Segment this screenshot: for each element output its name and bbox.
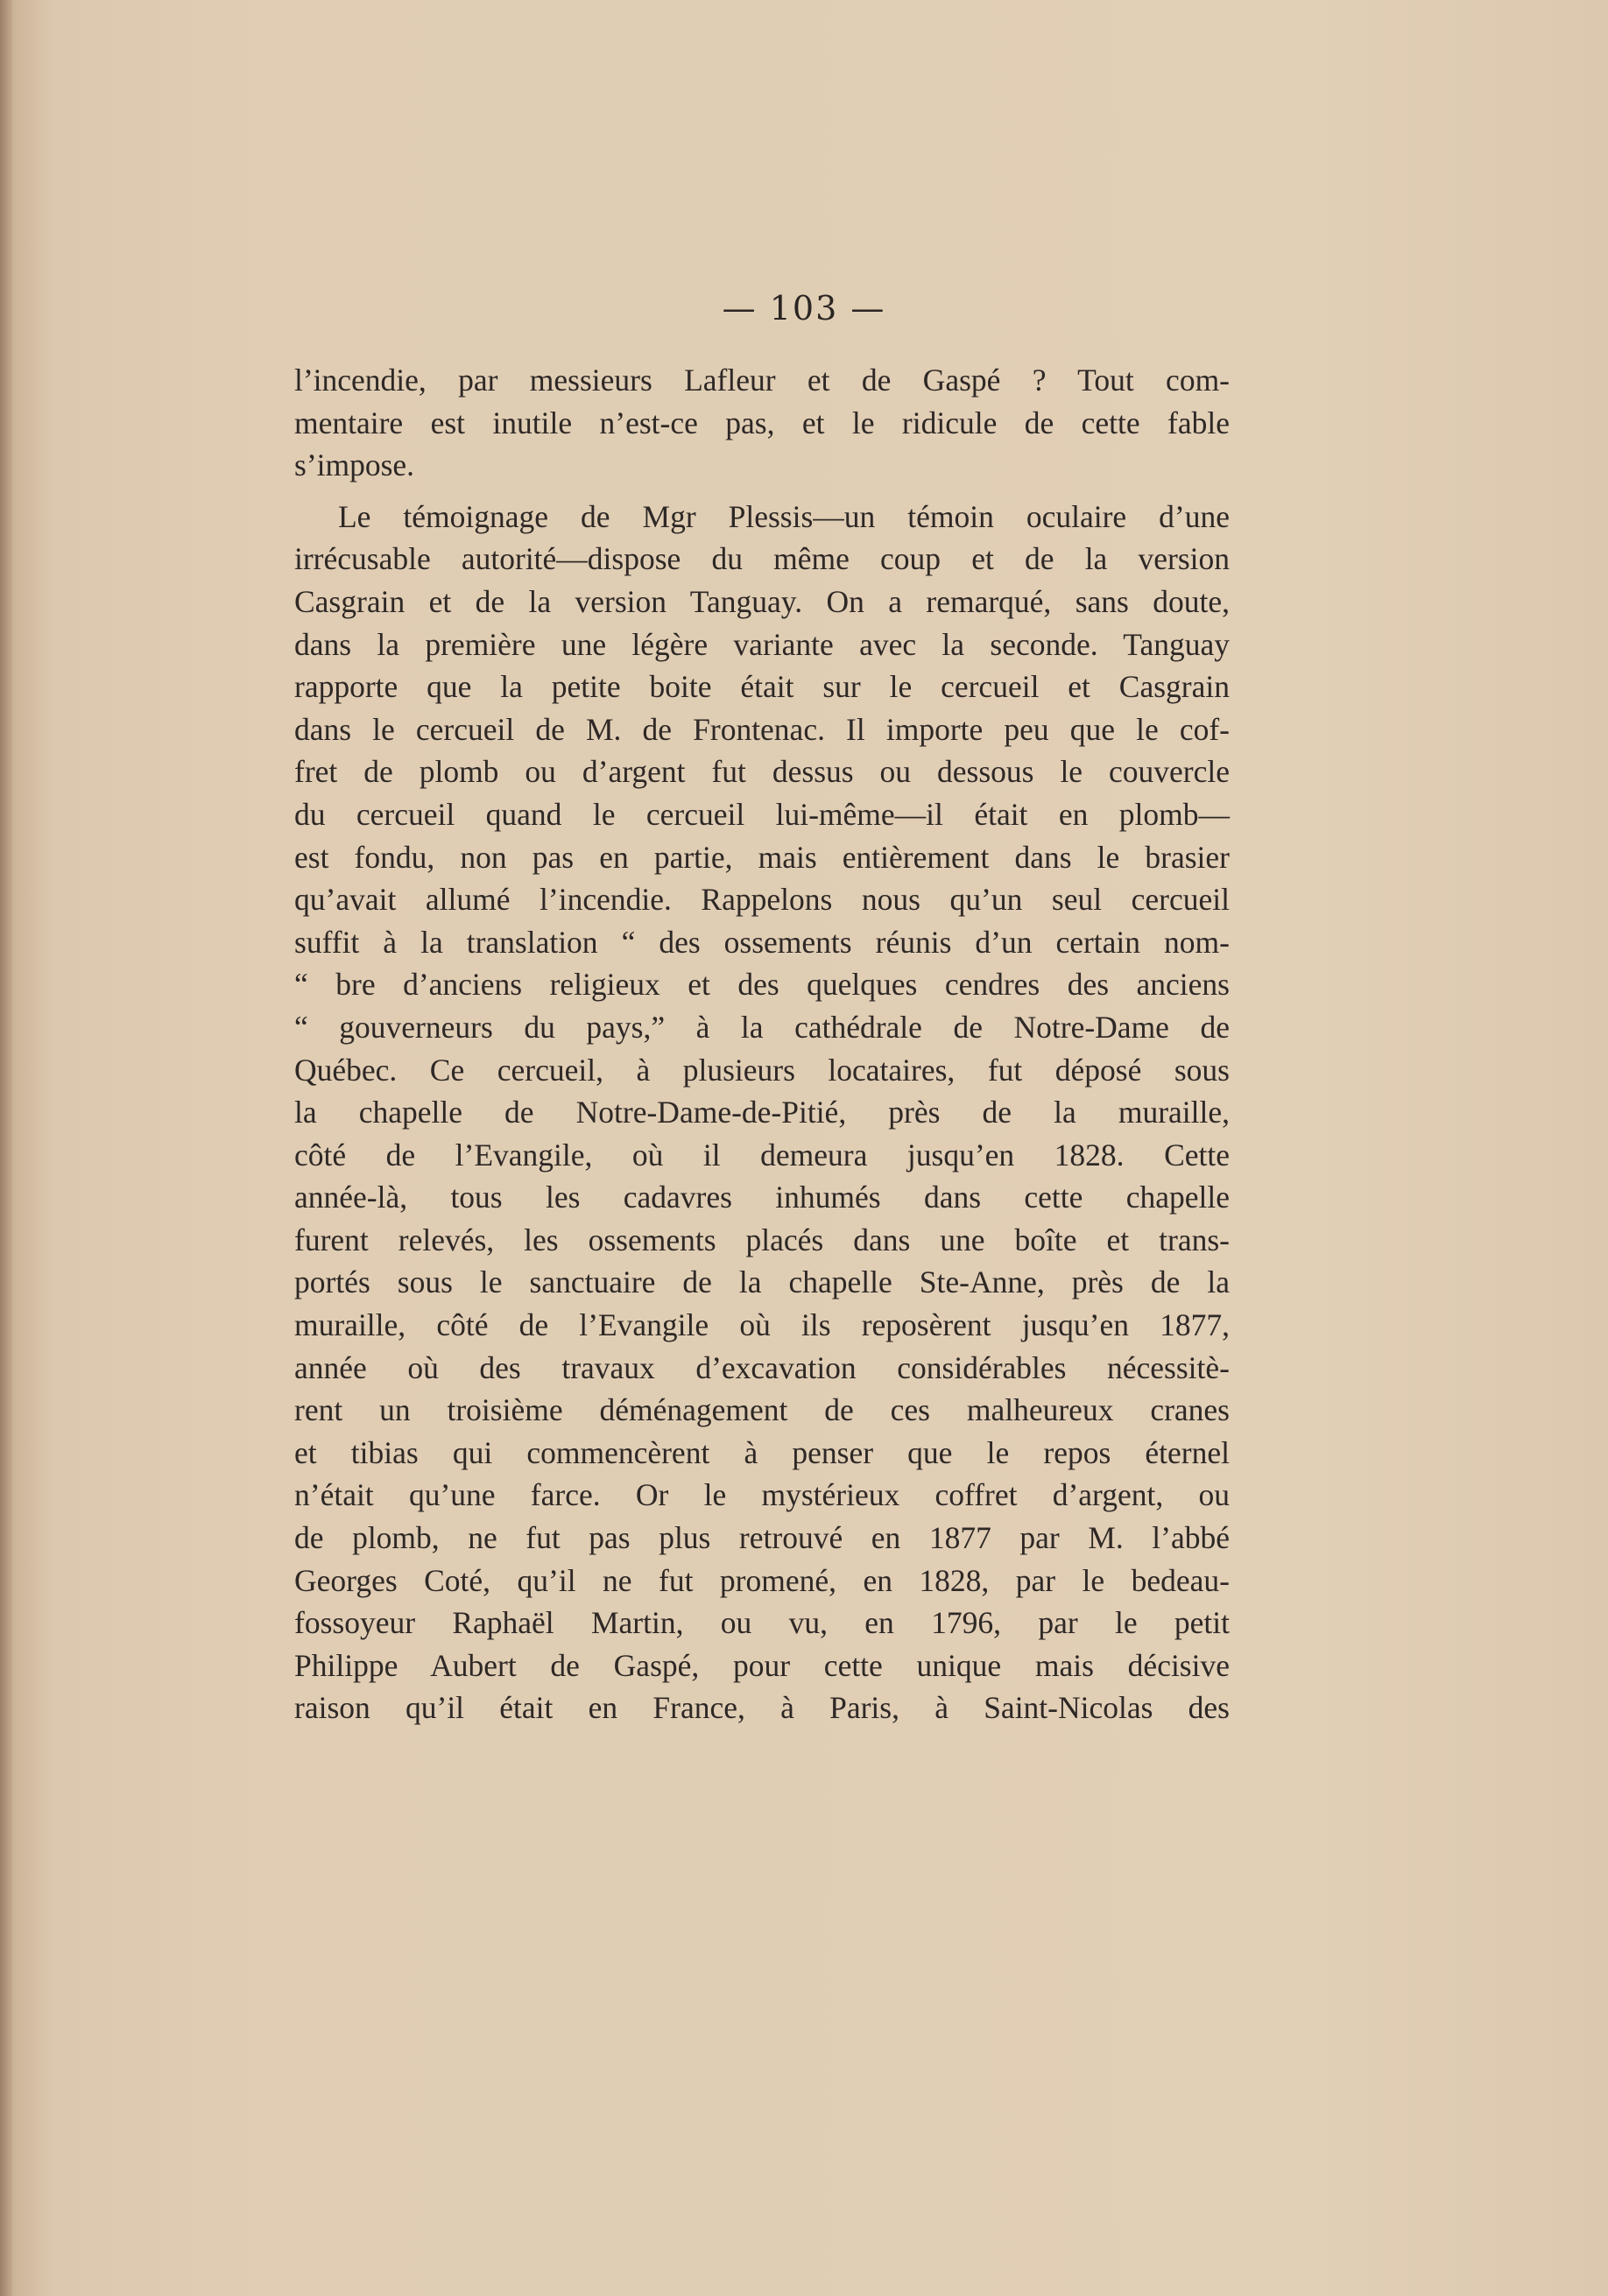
text-line: s’impose.: [294, 447, 415, 483]
text-line: portés sous le sanctuaire de la chapelle Ste-Anne, près de la: [294, 1264, 1230, 1300]
text-line: irrécusable autorité—dispose du même coup et de la version: [294, 541, 1230, 577]
text-line: est fondu, non pas en partie, mais entièrement dans le brasier: [294, 839, 1230, 875]
text-line: Georges Coté, qu’il ne fut promené, en 1828, par le bedeau-: [294, 1562, 1230, 1598]
text-line: de plomb, ne fut pas plus retrouvé en 1877 par M. l’abbé: [294, 1520, 1230, 1556]
text-line: qu’avait allumé l’incendie. Rappelons nous qu’un seul cercueil: [294, 882, 1230, 918]
body-text: [294, 359, 1230, 1729]
text-line: “ gouverneurs du pays,” à la cathédrale de Notre-Dame de: [294, 1009, 1230, 1045]
text-line: année-là, tous les cadavres inhumés dans cette chapelle: [294, 1180, 1230, 1215]
text-line: fossoyeur Raphaël Martin, ou vu, en 1796, par le petit: [294, 1605, 1230, 1641]
text-line: du cercueil quand le cercueil lui-même—il était en plomb—: [294, 796, 1230, 832]
text-line: mentaire est inutile n’est-ce pas, et le ridicule de cette fable: [294, 405, 1230, 440]
paragraph-gap: [294, 487, 1230, 496]
text-line: raison qu’il était en France, à Paris, à Saint-Nicolas des: [294, 1690, 1230, 1726]
text-line: l’incendie, par messieurs Lafleur et de Gaspé ? Tout com-: [294, 363, 1230, 398]
text-line: la chapelle de Notre-Dame-de-Pitié, près de la muraille,: [294, 1095, 1230, 1130]
text-line: côté de l’Evangile, où il demeura jusqu’en 1828. Cette: [294, 1137, 1230, 1173]
text-line: dans le cercueil de M. de Frontenac. Il importe peu que le cof-: [294, 711, 1230, 747]
text-line: dans la première une légère variante avec la seconde. Tanguay: [294, 626, 1230, 662]
text-line: Québec. Ce cercueil, à plusieurs locataires, fut déposé sous: [294, 1052, 1230, 1088]
text-line: n’était qu’une farce. Or le mystérieux coffret d’argent, ou: [294, 1477, 1230, 1513]
text-line: furent relevés, les ossements placés dans une boîte et trans-: [294, 1222, 1230, 1257]
text-line: rapporte que la petite boite était sur le cercueil et Casgrain: [294, 669, 1230, 705]
text-line: muraille, côté de l’Evangile où ils reposèrent jusqu’en 1877,: [294, 1307, 1230, 1343]
text-line: “ bre d’anciens religieux et des quelques cendres des anciens: [294, 967, 1230, 1003]
page-number: — 103 —: [722, 289, 886, 327]
text-line: Philippe Aubert de Gaspé, pour cette unique mais décisive: [294, 1647, 1230, 1683]
text-line: Le témoignage de Mgr Plessis—un témoin oculaire d’une: [338, 498, 1230, 534]
text-line: année où des travaux d’excavation considérables nécessitè-: [294, 1349, 1230, 1385]
text-line: Casgrain et de la version Tanguay. On a remarqué, sans doute,: [294, 583, 1230, 619]
text-line: rent un troisième déménagement de ces malheureux cranes: [294, 1392, 1230, 1428]
text-line: suffit à la translation “ des ossements réunis d’un certain nom-: [294, 924, 1230, 960]
text-line: et tibias qui commencèrent à penser que le repos éternel: [294, 1434, 1230, 1470]
text-line: fret de plomb ou d’argent fut dessus ou dessous le couvercle: [294, 754, 1230, 790]
